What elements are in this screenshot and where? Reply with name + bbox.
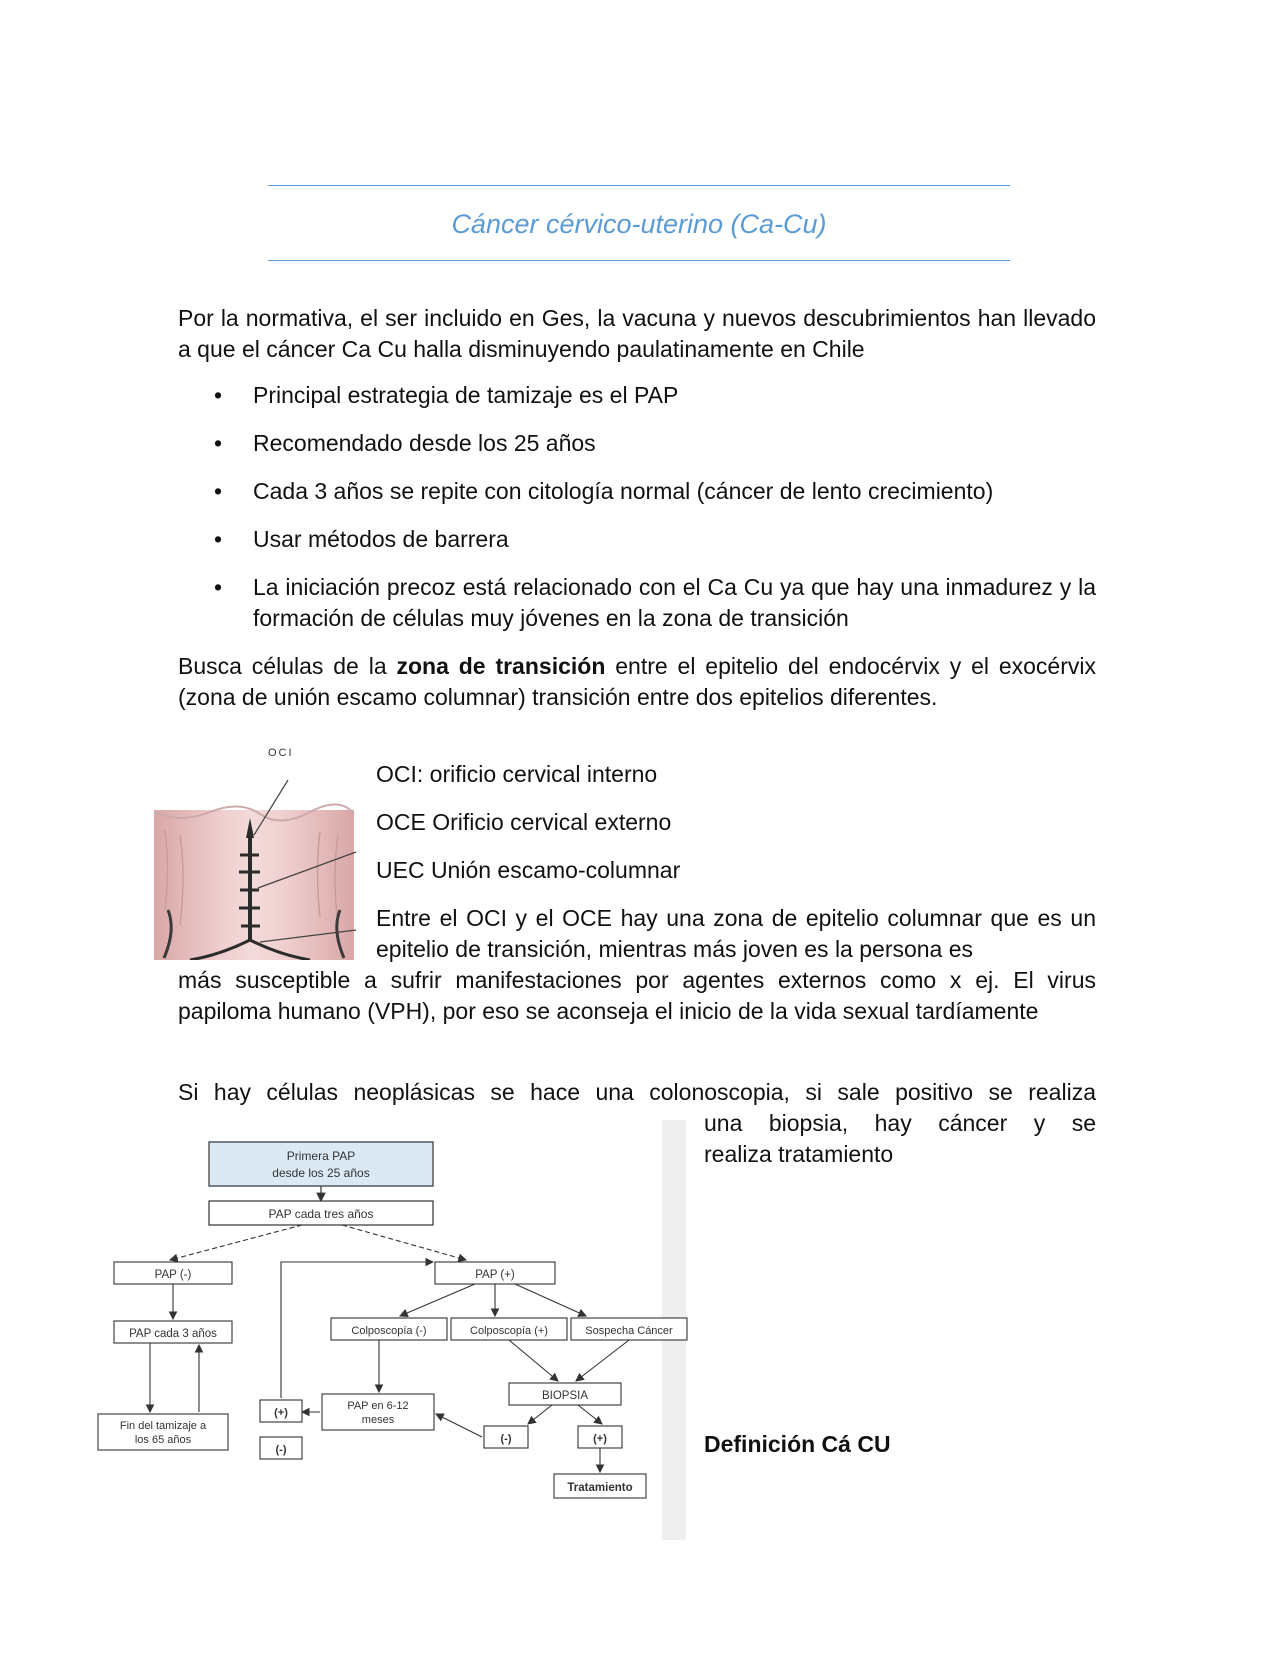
list-item: • Usar métodos de barrera [178, 524, 1096, 555]
bullet-icon: • [214, 526, 223, 552]
cervix-figure-svg [150, 760, 360, 960]
legend-oci: OCI: orificio cervical interno [376, 761, 658, 787]
intro-paragraph: Por la normativa, el ser incluido en Ges, la vacuna y nuevos descubrimientos han llevado a que el cáncer Ca Cu halla disminuyendo paulatinamente en Chile [178, 305, 1096, 362]
bullet-icon: • [214, 574, 223, 600]
end-screening-label-1: Fin del tamizaje a [119, 1420, 207, 1432]
transition-zone-term: zona de transición [396, 653, 606, 679]
pap-6-12-months-label-1: PAP en 6-12 [347, 1400, 409, 1412]
end-screening-label-2: los 65 años [134, 1434, 192, 1446]
pap-every-three-label: PAP cada tres años [268, 1207, 374, 1221]
list-item: • La iniciación precoz está relacionado con el Ca Cu ya que hay una inmadurez y la formación de células muy jóvenes en la zona de transición [214, 574, 1096, 631]
title-rule-bottom [268, 260, 1010, 261]
screening-flowchart [90, 1120, 690, 1540]
neoplastic-line-1: Si hay células neoplásicas se hace una colonoscopia, si sale positivo se realiza [178, 1079, 1096, 1105]
pap-positive-label: PAP (+) [475, 1269, 515, 1281]
neoplastic-line-3: realiza tratamiento [704, 1141, 894, 1167]
suspected-cancer-label: Sospecha Cáncer [585, 1325, 673, 1337]
minus-result-label-biopsy: (-) [500, 1433, 512, 1445]
title-rule-top [268, 185, 1010, 186]
transition-paragraph: Busca células de la zona de transición entre el epitelio del endocérvix y el exocérvix (zona de unión escamo columnar) transición entre dos epitelios diferentes. [178, 653, 1096, 710]
first-pap-label-2: desde los 25 años [272, 1166, 370, 1180]
treatment-label: Tratamiento [567, 1482, 633, 1494]
minus-result-label-left: (-) [275, 1444, 287, 1456]
legend-oce: OCE Orificio cervical externo [376, 809, 672, 835]
pap-negative-label: PAP (-) [154, 1269, 192, 1281]
explanation-wrapped: Entre el OCI y el OCE hay una zona de epitelio columnar que es un epitelio de transición, mientras más joven es la persona es [376, 905, 1096, 962]
list-item: • Cada 3 años se repite con citología normal (cáncer de lento crecimiento) [178, 476, 1096, 507]
list-item: • Recomendado desde los 25 años [178, 428, 1096, 459]
plus-result-label-biopsy: (+) [593, 1433, 607, 1445]
pap-3-years-label: PAP cada 3 años [129, 1328, 217, 1340]
pap-6-12-months-label-2: meses [361, 1414, 395, 1426]
legend-uec: UEC Unión escamo-columnar [376, 857, 681, 883]
biopsy-label: BIOPSIA [541, 1390, 589, 1402]
flowchart-svg [90, 1120, 690, 1540]
list-item: • Principal estrategia de tamizaje es el PAP [178, 380, 1096, 411]
colposcopy-positive-label: Colposcopía (+) [470, 1325, 548, 1337]
definition-heading: Definición Cá CU [704, 1431, 891, 1457]
bullet-list [178, 380, 1096, 651]
bullet-icon: • [214, 478, 223, 504]
neoplastic-line-2: una biopsia, hay cáncer y se [704, 1110, 1096, 1136]
oci-image-label: OCI [268, 747, 294, 759]
bullet-icon: • [214, 430, 223, 456]
explanation-continued: más susceptible a sufrir manifestaciones por agentes externos como x ej. El virus papiloma humano (VPH), por eso se aconseja el inicio de la vida sexual tardíamente [178, 967, 1096, 1024]
page-title: Cáncer cérvico-uterino (Ca-Cu) [451, 209, 827, 239]
bullet-icon: • [214, 382, 223, 408]
plus-result-label-left: (+) [274, 1407, 288, 1419]
first-pap-label-1: Primera PAP [286, 1149, 356, 1163]
cervix-illustration [150, 747, 360, 960]
colposcopy-negative-label: Colposcopía (-) [351, 1325, 427, 1337]
